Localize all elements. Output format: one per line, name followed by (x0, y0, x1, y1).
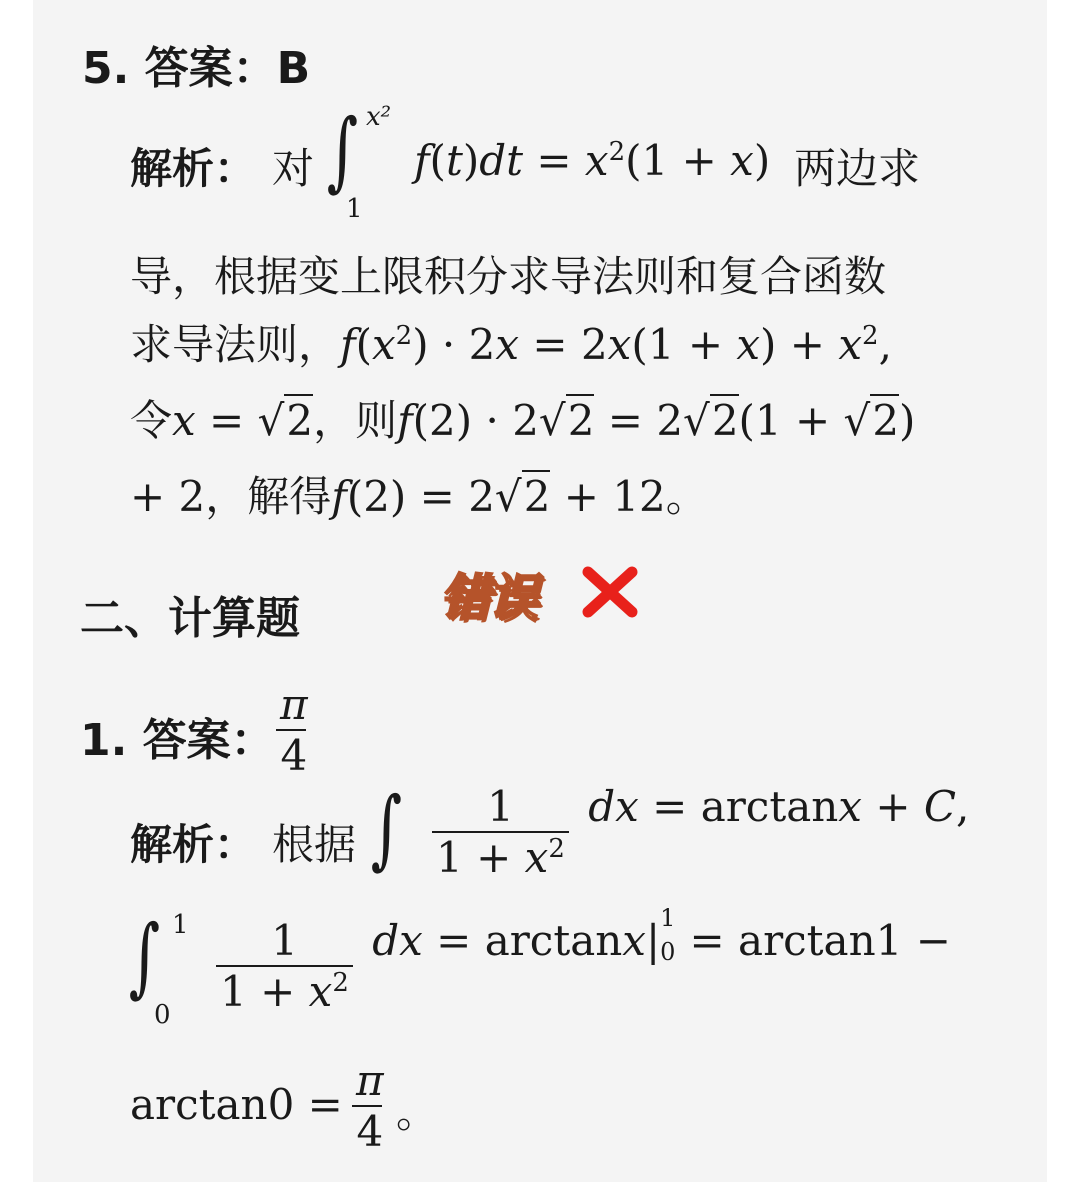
q5-equation-4a: x = √2 (172, 396, 314, 445)
q1-int-lower: 0 (154, 1000, 171, 1030)
q5-line3-prefix: 求导法则， (130, 320, 341, 369)
q5-line5 (130, 464, 708, 524)
section-title: 二、计算题 (80, 593, 300, 644)
q5-analysis-label: 解析： (130, 144, 257, 193)
cross-icon (582, 566, 638, 618)
integral-lower-limit: 1 (346, 194, 363, 224)
integral-sign: ∫ (326, 101, 359, 201)
q5-line1-prefix: 对 (272, 144, 315, 193)
q5-line2: 导，根据变上限积分求导法则和复合函数 (130, 252, 887, 301)
q1-eval-upper: 1 (660, 904, 676, 932)
q5-heading: 5. 答案：B (82, 43, 311, 94)
q5-line4-mid: ，则 (313, 396, 398, 445)
q1-answer-denominator: 4 (280, 731, 308, 780)
error-badge: 错误 (440, 569, 536, 627)
q1-analysis-label: 解析： (130, 820, 257, 869)
integral-upper-limit: x² (366, 102, 392, 132)
q5-line4 (130, 388, 915, 448)
q1-result-fraction: $\frac{\pi}{4}$ (352, 1056, 388, 1156)
q1-int-upper: 1 (172, 910, 189, 940)
q5-equation-1: $f(t)dt = x^2(1 + x)$ (414, 136, 771, 185)
q1-heading: 1. 答案： (80, 715, 275, 766)
q1-answer-fraction (276, 680, 312, 780)
integral-sign: ∫ (370, 779, 403, 879)
q1-line3-prefix: arctan0 = (130, 1080, 343, 1129)
q5-line5-end: 。 (665, 472, 708, 521)
q1-eval-lower: 0 (660, 938, 676, 966)
q1-equation-1: $\frac{1}{1 + x^2}$ dx = arctanx + C, (426, 782, 969, 882)
q5-line1-suffix: 两边求 (794, 144, 921, 193)
q5-equation-5b: f(2) = 2√2 + 12 (331, 472, 666, 521)
q1-equation-2: $\frac{1}{1 + x^2}$ dx = arctanx| 1 0 = arctan1 − (210, 916, 951, 1016)
q1-line3-end: 。 (396, 1088, 439, 1137)
q1-line1-prefix: 根据 (272, 820, 357, 869)
q1-answer-numerator: π (280, 680, 308, 729)
q5-equation-4b: f(2) · 2√2 = 2√2(1 + √2) (397, 396, 916, 445)
q5-equation-5a: + 2 (130, 472, 206, 521)
q5-equation-3: $f(x^2) \cdot 2x = 2x(1 + x) + x^2$, (340, 320, 892, 369)
integral-sign: ∫ (128, 907, 161, 1007)
q5-line5-mid: ，解得 (205, 472, 332, 521)
q5-line4-prefix: 令 (130, 396, 173, 445)
q5-line3 (130, 312, 892, 372)
